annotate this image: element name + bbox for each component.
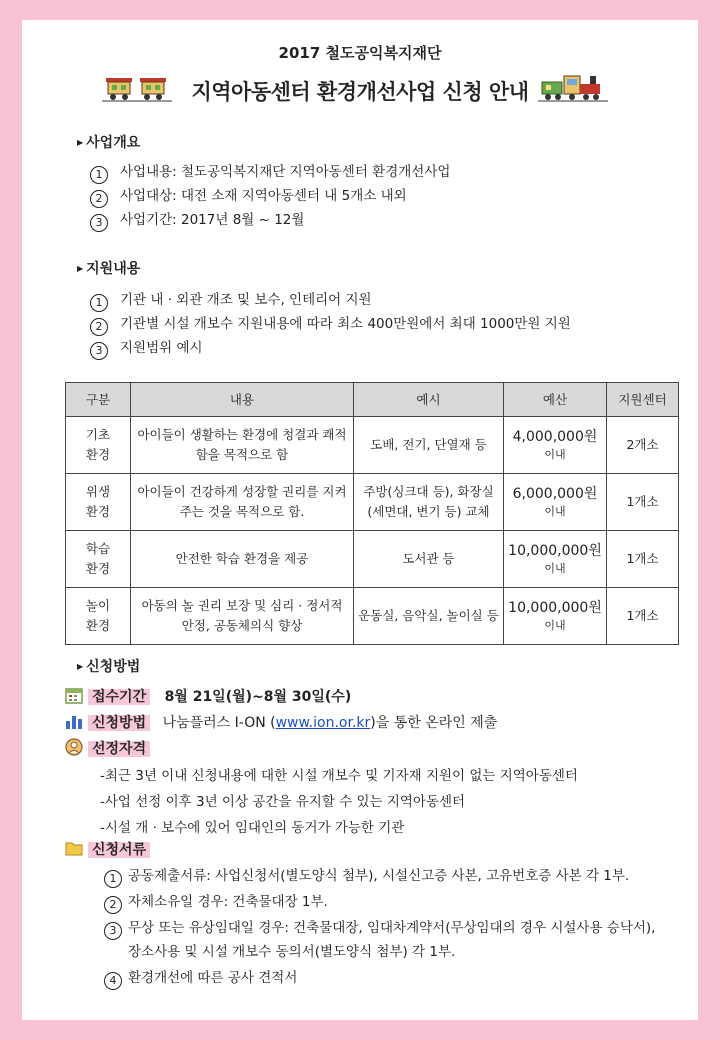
method-suffix: )을 통한 온라인 제출: [370, 715, 498, 731]
category-cell: 위생 환경: [66, 474, 131, 531]
content-cell: 아동의 놀 권리 보장 및 심리 · 정서적 안정, 공동체의식 향상: [131, 588, 354, 645]
example-cell: 도배, 전기, 단열재 등: [354, 417, 504, 474]
apply-documents-row: [64, 838, 150, 862]
budget-cell: [504, 531, 607, 588]
example-cell: 운동실, 음악실, 놀이실 등: [354, 588, 504, 645]
bar-chart-icon: [64, 711, 84, 731]
column-header: 예산: [504, 383, 607, 417]
triangle-icon: ▶: [77, 138, 84, 147]
column-header: 지원센터: [607, 383, 679, 417]
page-title: 지역아동센터 환경개선사업 신청 안내: [191, 80, 529, 104]
apply-eligibility-row: [64, 737, 150, 761]
table-row: [66, 531, 679, 588]
section-support-heading: ▶ 지원내용: [77, 261, 141, 277]
budget-unit: 이내: [544, 619, 566, 632]
centers-cell: 1개소: [607, 531, 679, 588]
list-item: 2 기관별 시설 개보수 지원내용에 따라 최소 400만원에서 최대 1000만원 지원: [90, 312, 571, 336]
section-apply-heading: ▶ 신청방법: [77, 659, 141, 675]
budget-amount: 4,000,000원: [512, 429, 598, 445]
list-item: 1 기관 내 · 외관 개조 및 보수, 인테리어 지원: [90, 288, 571, 312]
centers-cell: 1개소: [607, 474, 679, 531]
apply-period-row: [64, 685, 351, 709]
method-label: 신청방법: [88, 715, 150, 731]
triangle-icon: ▶: [77, 662, 84, 671]
list-item: -시설 개 · 보수에 있어 임대인의 동거가 가능한 기관: [100, 820, 405, 836]
list-item: 3 무상 또는 유상임대일 경우: 건축물대장, 임대차계약서(무상임대의 경우 시설사용 승낙서),: [104, 916, 655, 940]
period-label: 접수기간: [88, 689, 150, 705]
org-name: 2017 철도공익복지재단: [278, 44, 442, 62]
category-cell: 기초 환경: [66, 417, 131, 474]
example-cell: 도서관 등: [354, 531, 504, 588]
support-list: [90, 288, 571, 360]
overview-list: [90, 160, 450, 232]
period-value: 8월 21일(월)~8월 30일(수): [164, 689, 352, 705]
method-prefix: 나눔플러스 I-ON (: [162, 715, 276, 731]
budget-unit: 이내: [544, 505, 566, 518]
budget-cell: [504, 474, 607, 531]
budget-cell: [504, 417, 607, 474]
column-header: 구분: [66, 383, 131, 417]
eligibility-label: 선정자격: [88, 741, 150, 757]
eligibility-list: [100, 763, 578, 841]
list-item-continuation: 장소사용 및 시설 개보수 동의서(별도양식 첨부) 각 1부.: [128, 944, 456, 960]
list-item: 3 사업기간: 2017년 8월 ~ 12월: [90, 208, 450, 232]
locomotive-icon: [538, 72, 608, 104]
list-item: 2 사업대상: 대전 소재 지역아동센터 내 5개소 내외: [90, 184, 450, 208]
budget-amount: 10,000,000원: [508, 543, 602, 559]
budget-unit: 이내: [544, 448, 566, 461]
triangle-icon: ▶: [77, 264, 84, 273]
content-cell: 아이들이 생활하는 환경에 청결과 쾌적함을 목적으로 함: [131, 417, 354, 474]
notice-sheet: [22, 20, 698, 1020]
content-cell: 안전한 학습 환경을 제공: [131, 531, 354, 588]
apply-method-row: [64, 711, 497, 735]
example-cell: 주방(싱크대 등), 화장실(세면대, 변기 등) 교체: [354, 474, 504, 531]
category-cell: 놀이 환경: [66, 588, 131, 645]
budget-amount: 10,000,000원: [508, 600, 602, 616]
budget-unit: 이내: [544, 562, 566, 575]
table-header-row: [66, 383, 679, 417]
category-cell: 학습 환경: [66, 531, 131, 588]
table-row: [66, 474, 679, 531]
table-row: [66, 417, 679, 474]
list-item: 3 지원범위 예시: [90, 336, 571, 360]
centers-cell: 2개소: [607, 417, 679, 474]
list-item: 2 자체소유일 경우: 건축물대장 1부.: [104, 890, 655, 914]
table-row: [66, 588, 679, 645]
budget-amount: 6,000,000원: [512, 486, 598, 502]
centers-cell: 1개소: [607, 588, 679, 645]
badge-icon: [64, 737, 84, 757]
folder-icon: [64, 838, 84, 858]
title-row: [22, 72, 698, 108]
section-overview-heading: ▶ 사업개요: [77, 135, 141, 151]
column-header: 예시: [354, 383, 504, 417]
list-item: -최근 3년 이내 신청내용에 대한 시설 개보수 및 기자재 지원이 없는 지역아동센터: [100, 768, 578, 784]
budget-cell: [504, 588, 607, 645]
column-header: 내용: [131, 383, 354, 417]
list-item: 1 사업내용: 철도공익복지재단 지역아동센터 환경개선사업: [90, 160, 450, 184]
ion-link[interactable]: www.ion.or.kr: [275, 715, 371, 731]
list-item: 4 환경개선에 따른 공사 견적서: [104, 966, 655, 990]
documents-list: [104, 864, 655, 990]
calendar-icon: [64, 685, 84, 705]
list-item: -사업 선정 이후 3년 이상 공간을 유지할 수 있는 지역아동센터: [100, 794, 466, 810]
documents-label: 신청서류: [88, 842, 150, 858]
support-scope-table: [65, 382, 679, 645]
content-cell: 아이들이 건강하게 성장할 권리를 지켜주는 것을 목적으로 함.: [131, 474, 354, 531]
list-item: 1 공동제출서류: 사업신청서(별도양식 첨부), 시설신고증 사본, 고유번호증 사본 각 1부.: [104, 864, 655, 888]
